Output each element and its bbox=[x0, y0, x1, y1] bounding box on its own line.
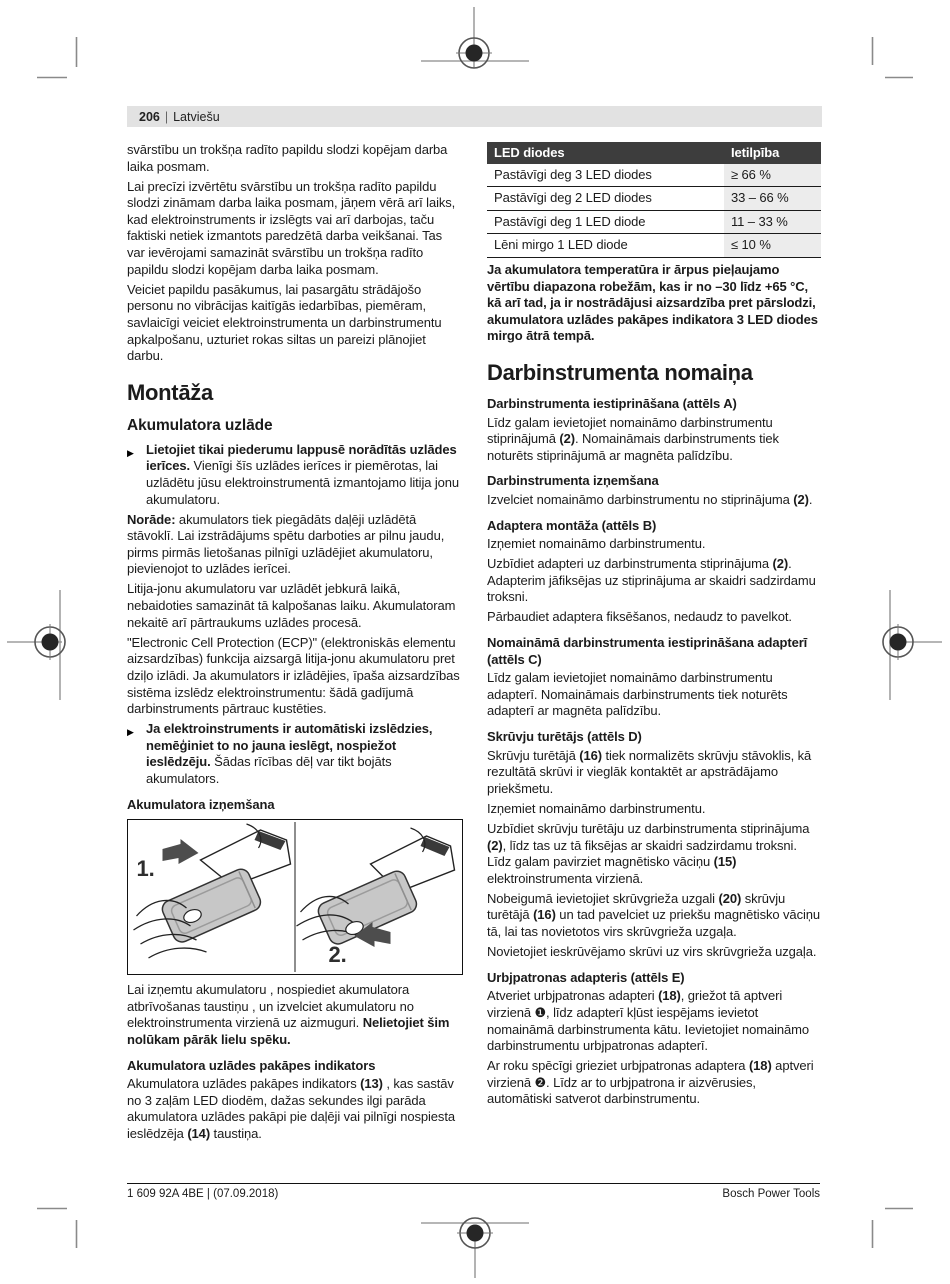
paragraph bbox=[487, 748, 821, 798]
page-number: 206 bbox=[139, 109, 160, 124]
section-title: Montāža bbox=[127, 379, 213, 405]
paragraph-heading: Darbinstrumenta izņemšana bbox=[487, 473, 659, 489]
led-table-body bbox=[487, 164, 821, 258]
paragraph-text: Līdz galam ievietojiet nomaināmo darbinstrumentu stiprinājumā (2). Nomaināmais darbinstruments tiek noturēts stiprinājumā ar magnēta palīdzību. bbox=[487, 414, 779, 463]
capacity-column-header: Ietilpība bbox=[724, 142, 821, 164]
paragraph-heading: Nomaināmā darbinstrumenta iestiprināšana adapterī (attēls C) bbox=[487, 635, 808, 667]
right-column-blocks bbox=[487, 262, 821, 1108]
led-table-header-row bbox=[487, 142, 821, 164]
paragraph bbox=[127, 635, 463, 718]
page-footer bbox=[127, 1188, 820, 1200]
paragraph bbox=[127, 1076, 463, 1142]
led-state-cell: Lēni mirgo 1 LED diode bbox=[487, 234, 724, 258]
paragraph-heading: Urbjpatronas adapteris (attēls E) bbox=[487, 969, 685, 985]
page-header bbox=[127, 106, 822, 127]
paragraph bbox=[127, 142, 463, 175]
step1-label: 1. bbox=[136, 856, 155, 882]
footer-rule bbox=[127, 1183, 820, 1184]
paragraph-text: Lai izņemtu akumulatoru , nospiediet akumulatora atbrīvošanas taustiņu , un izvelciet akumulatoru no elektroinstrumenta virzienā uz aizmuguri. Nelietojiet šim nolūkam pārāk lielu spēku. bbox=[127, 982, 450, 1047]
paragraph bbox=[487, 609, 821, 626]
paragraph-text: Ar roku spēcīgi grieziet urbjpatronas adaptera (18) aptveri virzienā ❷. Līdz ar to urbjpatrona ir aizvērusies, automātiski satverot darbinstrumentu. bbox=[487, 1058, 814, 1107]
subsection-title: Akumulatora uzlāde bbox=[127, 416, 273, 434]
paragraph-heading: Akumulatora izņemšana bbox=[127, 796, 275, 812]
paragraph-text: Pārbaudiet adaptera fiksēšanos, nedaudz to pavelkot. bbox=[487, 609, 792, 625]
paragraph bbox=[127, 982, 463, 1048]
paragraph bbox=[487, 988, 821, 1054]
triangle-bullet-icon: ▶ bbox=[127, 447, 134, 458]
brand-name: Bosch Power Tools bbox=[722, 1188, 820, 1200]
led-table-row bbox=[487, 234, 821, 258]
paragraph-text: Izņemiet nomaināmo darbinstrumentu. bbox=[487, 800, 706, 816]
led-state-cell: Pastāvīgi deg 3 LED diodes bbox=[487, 164, 724, 187]
right-column bbox=[487, 142, 821, 1112]
led-capacity-table bbox=[487, 142, 821, 258]
battery-removal-illustration bbox=[128, 820, 462, 974]
paragraph-text: Atveriet urbjpatronas adapteri (18), griežot tā aptveri virzienā ❶, līdz adapterī kļūst iespējams ievietot nomaināmā darbinstrumenta kātu. Ievietojiet nomaināmo darbinstrumentu urbjpatronas adapterī. bbox=[487, 988, 810, 1054]
paragraph-text: Veiciet papildu pasākumus, lai pasargātu strādājošo personu no vibrācijas kaitīgās iedarbības, piemēram, savlaicīgi veiciet elektroinstrumenta un darbinstrumentu apkalpošanu, uzturiet rokas siltas un pareizi plānojiet darbu. bbox=[127, 281, 442, 364]
paragraph bbox=[487, 801, 821, 818]
paragraph-text: Novietojiet ieskrūvējamo skrūvi uz virs skrūvgrieža uzgaļa. bbox=[487, 944, 817, 960]
paragraph-text: Līdz galam ievietojiet nomaināmo darbinstrumentu adapterī. Nomaināmais darbinstruments tiek noturēts adapterī ar magnēta palīdzību. bbox=[487, 670, 788, 719]
paragraph-text: Norāde: akumulators tiek piegādāts daļēji uzlādētā stāvoklī. Lai izstrādājums spētu darboties ar pilnu jaudu, pirms pirmās lietošanas pilnīgi uzlādējiet akumulatoru, pievienojot to uzlādes ierīcei. bbox=[127, 511, 445, 577]
led-column-header: LED diodes bbox=[487, 142, 724, 164]
paragraph-text: Akumulatora uzlādes pakāpes indikators (13) , kas sastāv no 3 zaļām LED diodēm, dažas sekundes ilgi parāda akumulatora uzlādes pakāpi pie daļēji vai pilnīgi nospiesta ieslēdzēja (14) taustiņa. bbox=[127, 1076, 455, 1141]
left-column-top-blocks bbox=[127, 142, 463, 813]
paragraph-text: svārstību un trokšņa radīto papildu slodzi kopējam darba laika posmam. bbox=[127, 142, 448, 174]
paragraph-heading: Skrūvju turētājs (attēls D) bbox=[487, 729, 642, 745]
paragraph bbox=[487, 891, 821, 941]
left-column bbox=[127, 142, 463, 1146]
paragraph-text: Izņemiet nomaināmo darbinstrumentu. bbox=[487, 536, 706, 552]
paragraph-text: Ja elektroinstruments ir automātiski izslēdzies, nemēģiniet to no jauna ieslēgt, nospiežot ieslēdzēju. Šādas rīcības dēļ var tikt bojāts akumulators. bbox=[146, 721, 433, 786]
paragraph-text: Lietojiet tikai piederumu lappusē norādītās uzlādes ierīces. Vienīgi šīs uzlādes ierīces ir piemērotas, lai uzlādētu jūsu elektroinstrumentā izmantojamo litija jonu akumulatoru. bbox=[146, 441, 460, 507]
paragraph bbox=[487, 536, 821, 553]
capacity-cell: ≤ 10 % bbox=[724, 234, 821, 258]
paragraph-text: "Electronic Cell Protection (ECP)" (elektroniskās elementu aizsardzības) funkcija aizsargā litija-jonu akumulatoru pret dziļo izlādi. Ja akumulators ir izlādējies, īpaša aizsardzības sistēma izslēdz elektroinstrumentu: šādā gadījumā darbinstruments pārtrauc kustēties. bbox=[127, 634, 460, 717]
paragraph bbox=[127, 512, 463, 578]
bullet-paragraph bbox=[127, 442, 463, 508]
section-title: Darbinstrumenta nomaiņa bbox=[487, 359, 753, 385]
paragraph bbox=[487, 944, 821, 961]
paragraph-heading: Adaptera montāža (attēls B) bbox=[487, 517, 657, 533]
bullet-paragraph bbox=[127, 721, 463, 787]
paragraph-text: Izvelciet nomaināmo darbinstrumentu no stiprinājuma (2). bbox=[487, 491, 813, 507]
paragraph-heading: Akumulatora uzlādes pakāpes indikators bbox=[127, 1057, 376, 1073]
header-language-label: Latviešu bbox=[173, 109, 220, 124]
led-state-cell: Pastāvīgi deg 2 LED diodes bbox=[487, 187, 724, 211]
paragraph-text: Litija-jonu akumulatoru var uzlādēt jebkurā laikā, nebaidoties samazināt tā kalpošanas laiku. Akumulatoram nekaitē arī pārtraukums uzlādes procesā. bbox=[127, 581, 456, 630]
paragraph-text: Uzbīdiet adapteri uz darbinstrumenta stiprinājuma (2). Adapterim jāfiksējas uz stiprinājuma ar skaidri sadzirdamu troksni. bbox=[487, 556, 816, 605]
capacity-cell: 33 – 66 % bbox=[724, 187, 821, 211]
paragraph-text: Uzbīdiet skrūvju turētāju uz darbinstrumenta stiprinājuma (2), līdz tas uz tā fiksējas ar skaidri sadzirdamu troksni. Līdz galam pavirziet magnētisko vāciņu (15) elektroinstrumenta virzienā. bbox=[487, 821, 810, 886]
paragraph bbox=[487, 670, 821, 720]
header-separator: | bbox=[164, 109, 169, 124]
battery-removal-figure bbox=[127, 819, 463, 975]
led-state-cell: Pastāvīgi deg 1 LED diode bbox=[487, 210, 724, 234]
step2-label: 2. bbox=[328, 942, 347, 968]
led-table-row bbox=[487, 210, 821, 234]
paragraph-text: Ja akumulatora temperatūra ir ārpus pieļaujamo vērtību diapazona robežām, kas ir no –30 līdz +65 °C, kā arī tad, ja ir nostrādājusi aizsardzība pret pārslodzi, akumulatora uzlādes pakāpes indikatora 3 LED diodes mirgo ātrā tempā. bbox=[487, 261, 818, 344]
led-table-row bbox=[487, 164, 821, 187]
paragraph-heading: Darbinstrumenta iestiprināšana (attēls A) bbox=[487, 395, 737, 411]
paragraph bbox=[487, 556, 821, 606]
paragraph-text: Nobeigumā ievietojiet skrūvgrieža uzgali (20) skrūvju turētājā (16) un tad pavelciet uz priekšu magnētisko vāciņu tā, lai tas novietotos virs skrūvgrieža uzgaļa. bbox=[487, 890, 821, 940]
paragraph bbox=[487, 821, 821, 887]
triangle-bullet-icon: ▶ bbox=[127, 727, 134, 738]
document-number: 1 609 92A 4BE | (07.09.2018) bbox=[127, 1188, 279, 1200]
paragraph bbox=[487, 262, 821, 345]
paragraph bbox=[487, 1058, 821, 1108]
capacity-cell: ≥ 66 % bbox=[724, 164, 821, 187]
paragraph bbox=[127, 179, 463, 279]
paragraph bbox=[127, 581, 463, 631]
capacity-cell: 11 – 33 % bbox=[724, 210, 821, 234]
left-column-bottom-blocks bbox=[127, 982, 463, 1142]
paragraph bbox=[487, 492, 821, 509]
led-table-row bbox=[487, 187, 821, 211]
paragraph-text: Lai precīzi izvērtētu svārstību un trokšņa radīto papildu slodzi zināmam darba laika posmam, jāņem vērā arī laiks, kad elektroinstruments ir izslēgts vai arī darbojas, taču faktiski netiek izmantots paredzētā darba veikšanai. Tas var ievērojami samazināt svārstību un trokšņa radīto papildu slodzi kopējam darba laika posmam. bbox=[127, 178, 456, 277]
paragraph bbox=[127, 282, 463, 365]
paragraph-text: Skrūvju turētājā (16) tiek normalizēts skrūvju stāvoklis, kā rezultātā skrūvi ir vieglāk kontaktēt ar apstrādājamo priekšmetu. bbox=[487, 747, 812, 796]
paragraph bbox=[487, 415, 821, 465]
